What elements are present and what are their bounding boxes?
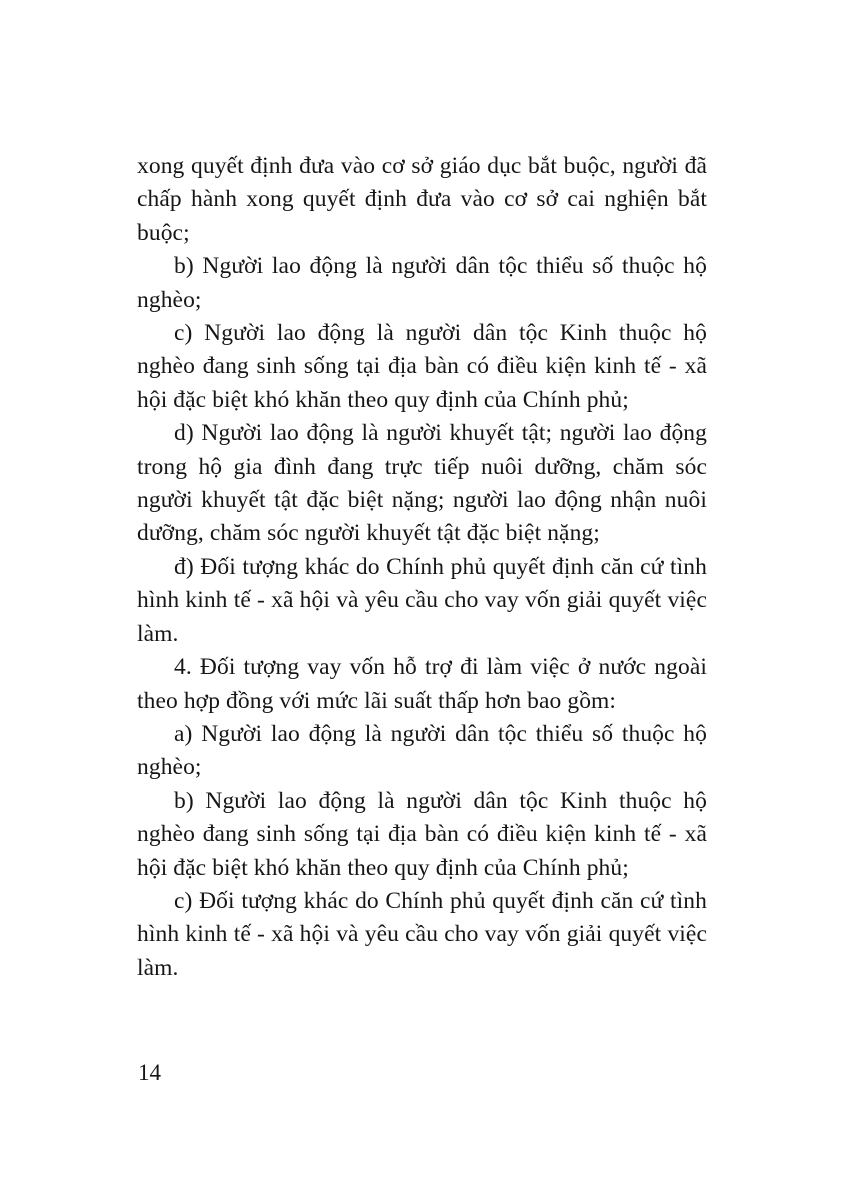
paragraph: đ) Đối tượng khác do Chính phủ quyết định căn cứ tình hình kinh tế - xã hội và yêu cầu cho vay vốn giải quyết việc làm.: [137, 553, 707, 647]
paragraph: c) Đối tượng khác do Chính phủ quyết định căn cứ tình hình kinh tế - xã hội và yêu cầu cho vay vốn giải quyết việc làm.: [137, 887, 707, 981]
paragraph: xong quyết định đưa vào cơ sở giáo dục bắt buộc, người đã chấp hành xong quyết định đưa vào cơ sở cai nghiện bắt buộc;: [137, 153, 707, 246]
paragraph: d) Người lao động là người khuyết tật; người lao động trong hộ gia đình đang trực tiếp nuôi dưỡng, chăm sóc người khuyết tật đặc biệt nặng; người lao động nhận nuôi dưỡng, chăm sóc người khuyết tật đặc biệt nặng;: [137, 420, 707, 547]
paragraph: a) Người lao động là người dân tộc thiểu số thuộc hộ nghèo;: [137, 720, 707, 781]
paragraph: c) Người lao động là người dân tộc Kinh thuộc hộ nghèo đang sinh sống tại địa bàn có điều kiện kinh tế - xã hội đặc biệt khó khăn theo quy định của Chính phủ;: [137, 320, 707, 413]
page-number: 14: [138, 1060, 161, 1085]
paragraph: b) Người lao động là người dân tộc Kinh thuộc hộ nghèo đang sinh sống tại địa bàn có điều kiện kinh tế - xã hội đặc biệt khó khăn theo quy định của Chính phủ;: [137, 787, 707, 881]
paragraph: 4. Đối tượng vay vốn hỗ trợ đi làm việc ở nước ngoài theo hợp đồng với mức lãi suất thấp hơn bao gồm:: [137, 654, 707, 714]
paragraph: b) Người lao động là người dân tộc thiểu số thuộc hộ nghèo;: [137, 253, 707, 313]
body-text: [137, 150, 707, 985]
